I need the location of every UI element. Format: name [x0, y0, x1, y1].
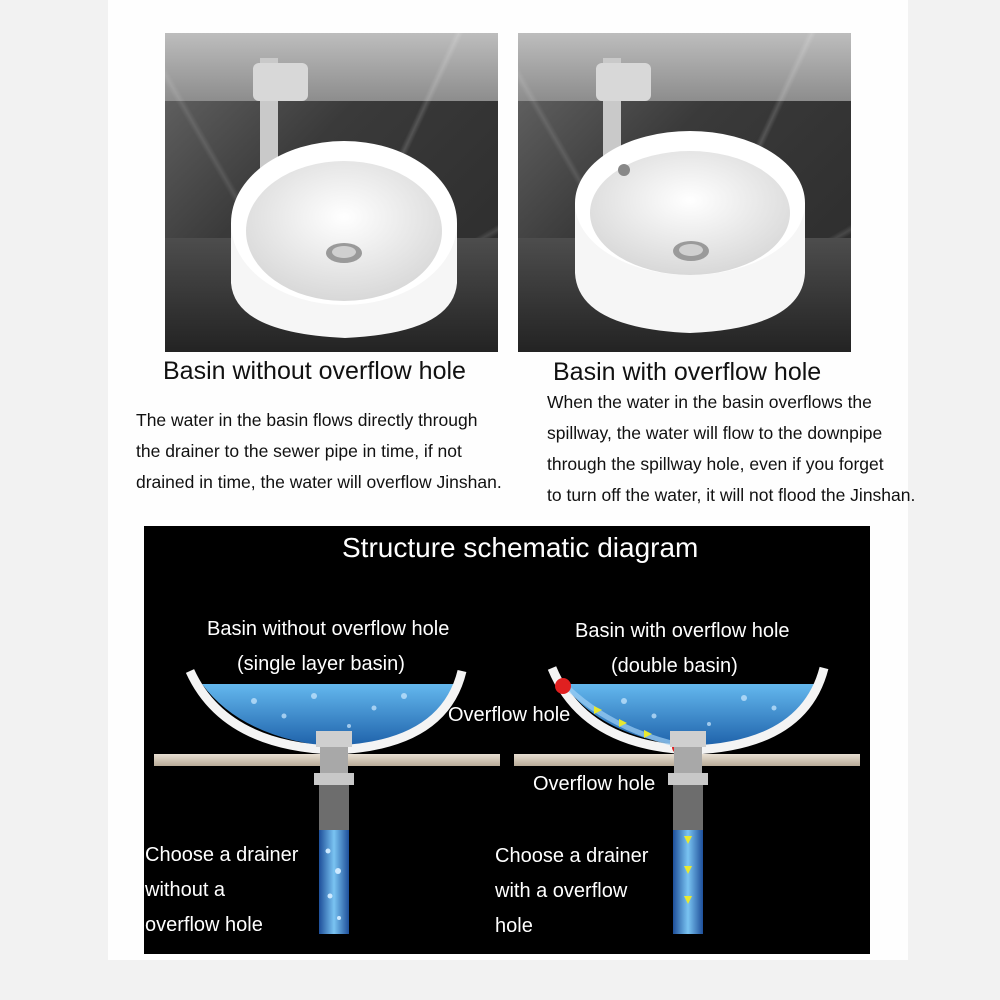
description-line: When the water in the basin overflows the: [547, 392, 872, 412]
description-with-overflow: [547, 387, 915, 511]
left-drainer-note: [145, 838, 298, 943]
description-line: to turn off the water, it will not flood the Jinshan.: [547, 485, 916, 505]
basin-no-overflow-illustration: [165, 33, 498, 352]
caption-with-overflow: Basin with overflow hole: [553, 358, 822, 386]
drainer-note-line: Choose a drainer: [145, 844, 299, 866]
description-no-overflow: [136, 405, 502, 498]
overflow-hole-top-marker: [555, 678, 571, 694]
overflow-hole-label-bottom: Overflow hole: [533, 773, 656, 795]
drainer-note-line: without a: [145, 879, 226, 901]
drainer-note-line: overflow hole: [145, 914, 263, 936]
caption-no-overflow: Basin without overflow hole: [163, 357, 466, 385]
drainer-note-line: Choose a drainer: [495, 845, 649, 867]
schematic-title: Structure schematic diagram: [342, 532, 699, 563]
overflow-hole-marker-photo: [618, 164, 630, 176]
right-drainer-note: [495, 839, 648, 944]
drainer-note-line: with a overflow: [495, 880, 628, 902]
basin-photo-no-overflow: [165, 33, 498, 352]
description-line: through the spillway hole, even if you forget: [547, 454, 884, 474]
description-line: spillway, the water will flow to the downpipe: [547, 423, 883, 443]
left-subheading: (single layer basin): [237, 653, 405, 675]
basin-photo-with-overflow: [518, 33, 851, 352]
left-heading: Basin without overflow hole: [207, 618, 450, 640]
description-line: The water in the basin flows directly through: [136, 410, 478, 430]
description-line: drained in time, the water will overflow Jinshan.: [136, 472, 502, 492]
right-subheading: (double basin): [611, 655, 738, 677]
drainer-note-line: hole: [495, 915, 533, 937]
structure-schematic: [144, 526, 870, 954]
right-heading: Basin with overflow hole: [575, 620, 790, 642]
basin-with-overflow-illustration: [518, 33, 851, 352]
description-line: the drainer to the sewer pipe in time, if not: [136, 441, 462, 461]
overflow-hole-label-top: Overflow hole: [448, 704, 571, 726]
